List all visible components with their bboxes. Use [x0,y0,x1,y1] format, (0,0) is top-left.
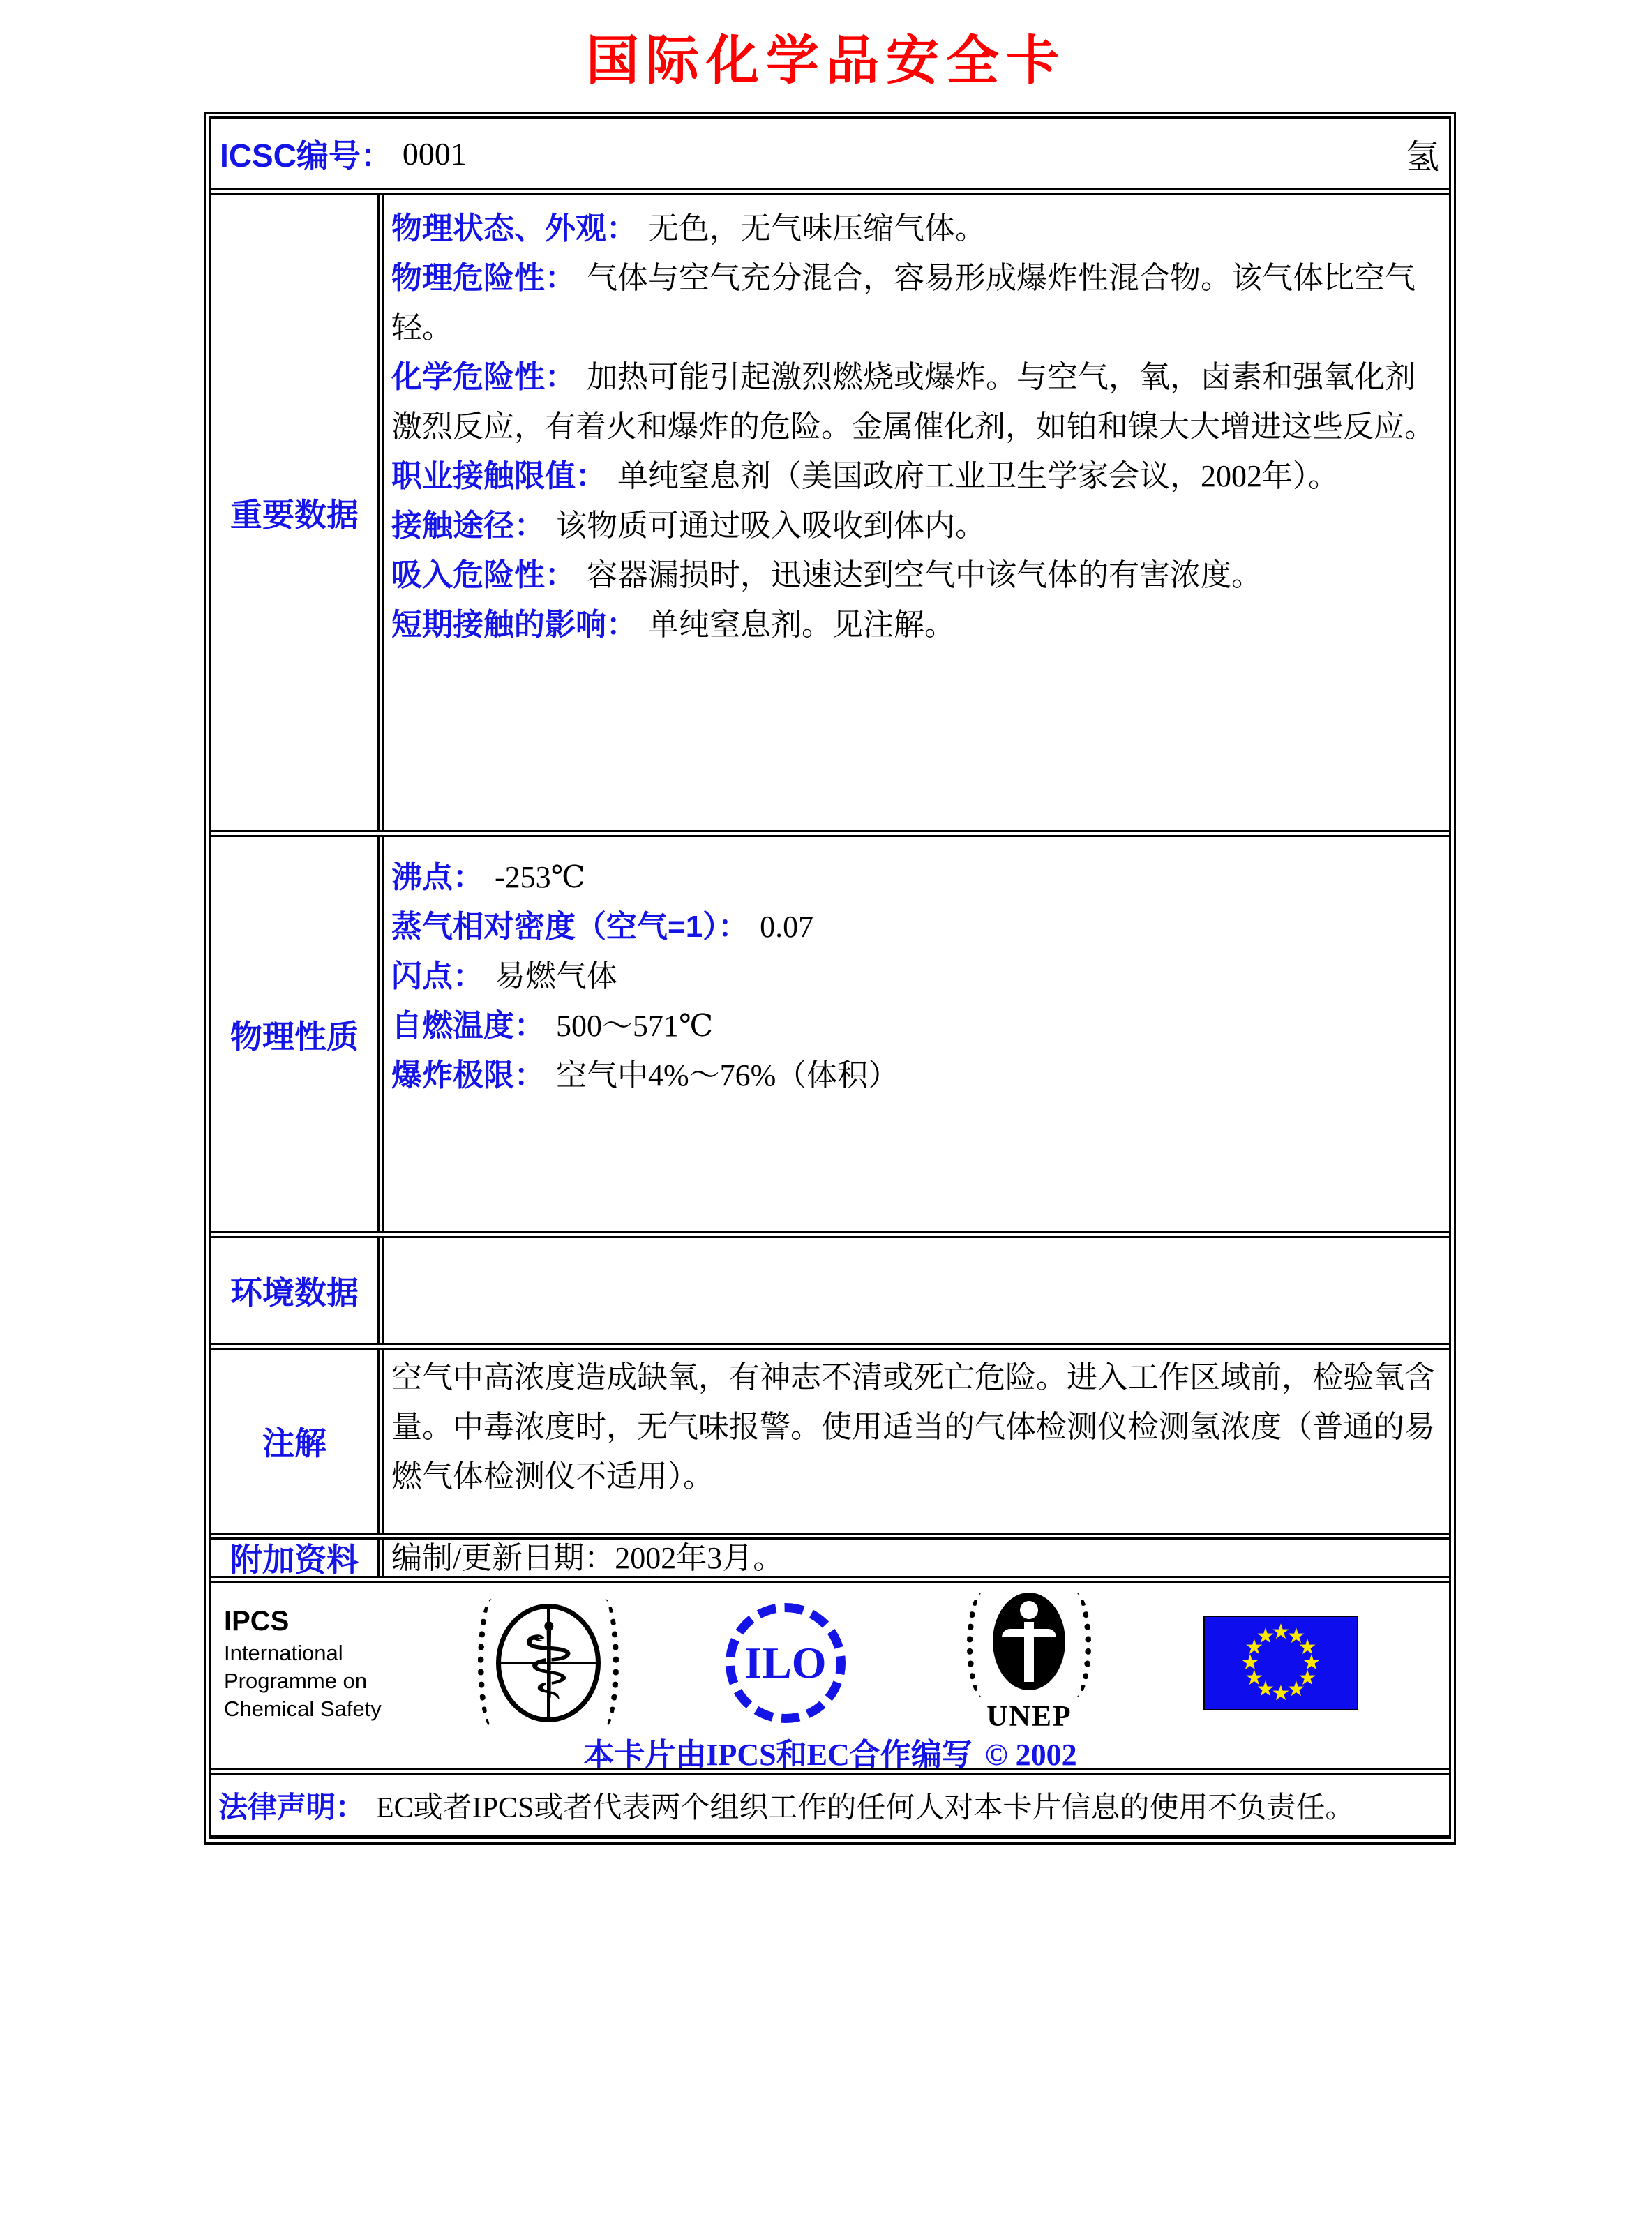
data-line [391,253,1439,352]
eu-star-icon: ★ [1245,1667,1264,1690]
icsc-number-value: 0001 [402,135,467,172]
section-content-important-data [384,195,1449,830]
eu-star-icon: ★ [1302,1651,1321,1674]
section-environmental-data [211,1231,1449,1343]
data-line-key: 物理危险性： [391,261,576,295]
icsc-number-label: ICSC编号： [220,137,393,174]
logos-line [211,1583,1449,1733]
eu-star-icon: ★ [1298,1636,1317,1659]
eu-star-icon: ★ [1286,1678,1306,1701]
data-line-value: 易燃气体 [495,959,617,993]
data-line-key: 蒸气相对密度（空气=1）： [391,910,749,944]
legal-statement-row [211,1768,1449,1835]
ipcs-line: International [224,1641,343,1665]
data-line-value: -253℃ [495,860,585,894]
section-notes [211,1343,1449,1533]
section-content-additional-information: 编制/更新日期：2002年3月。 [391,1540,784,1575]
ipcs-line: Programme on [224,1669,368,1693]
eu-star-icon: ★ [1245,1636,1264,1659]
legal-statement-label: 法律声明： [218,1790,366,1823]
data-line-key: 化学危险性： [391,360,576,394]
eu-star-icon: ★ [1256,1624,1275,1648]
section-content-physical-properties [384,837,1449,1231]
section-content-environmental-data [384,1238,1449,1343]
data-line-key: 闪点： [391,959,483,993]
who-logo-icon [482,1593,615,1733]
section-content-notes: 空气中高浓度造成缺氧，有神志不清或死亡危险。进入工作区域前，检验氧含量。中毒浓度时，无气味报警。使用适当的气体检测仪检测氢浓度（普通的易燃气体检测仪不适用）。 [391,1360,1435,1494]
eu-star-icon: ★ [1286,1624,1306,1648]
cooperation-caption-text: 本卡片由IPCS和EC合作编写 [583,1738,973,1772]
data-line-key: 职业接触限值： [391,459,606,493]
who-staff-icon: ⚕ [520,1605,577,1721]
eu-star-icon: ★ [1240,1651,1260,1674]
chemical-name: 氢 [1405,138,1439,176]
section-label-notes: 注解 [211,1350,384,1533]
data-line-key: 爆炸极限： [391,1058,545,1092]
data-line [391,204,1439,253]
icsc-card [204,112,1456,1845]
data-line-value: 气体与空气充分混合，容易形成爆炸性混合物。该气体比空气轻。 [391,261,1416,345]
data-line-key: 物理状态、外观： [391,211,637,246]
data-line [391,501,1439,550]
data-line [391,451,1439,501]
data-line-value: 加热可能引起激烈燃烧或爆炸。与空气，氧，卤素和强氧化剂激烈反应，有着火和爆炸的危险。金属催化剂，如铂和镍大大增进这些反应。 [391,360,1435,444]
ipcs-line: Chemical Safety [224,1697,382,1721]
section-label-physical-properties: 物理性质 [211,837,384,1231]
data-line-value: 无色，无气味压缩气体。 [648,211,986,246]
eu-star-icon: ★ [1271,1682,1291,1705]
ipcs-text-block [224,1603,382,1723]
data-line [391,852,1439,902]
ilo-gear-ring-icon [726,1603,846,1723]
unep-emblem-icon [963,1593,1095,1697]
page-title: 国际化学品安全卡 [586,32,1066,91]
ilo-logo-icon [716,1593,855,1733]
footer-logos-row [211,1576,1449,1772]
unep-oval-icon [993,1593,1065,1690]
who-globe-icon [496,1604,601,1722]
ipcs-acronym: IPCS [224,1606,290,1637]
unep-laurel-right-icon [1060,1593,1091,1697]
eu-star-icon: ★ [1256,1678,1275,1701]
data-line-value: 500～571℃ [556,1009,714,1043]
who-laurel-right-icon [591,1599,619,1727]
data-line-value: 该物质可通过吸入吸收到体内。 [556,509,986,543]
eu-star-icon: ★ [1298,1667,1317,1690]
data-line-key: 短期接触的影响： [391,608,637,642]
unep-figure-body [1024,1622,1034,1682]
legal-statement-text: EC或者IPCS或者代表两个组织工作的任何人对本卡片信息的使用不负责任。 [376,1791,1355,1824]
data-line [391,550,1439,600]
data-line [391,952,1439,1001]
section-label-additional-information: 附加资料 [211,1540,384,1576]
section-label-important-data: 重要数据 [211,195,384,830]
section-physical-properties [211,830,1449,1231]
section-label-environmental-data: 环境数据 [211,1238,384,1343]
data-line-key: 沸点： [391,860,483,894]
data-line [391,902,1439,952]
unep-logo-text: UNEP [986,1701,1072,1733]
copyright-text: © 2002 [984,1738,1077,1772]
data-line-value: 容器漏损时，迅速达到空气中该气体的有害浓度。 [587,558,1262,592]
data-line [391,1051,1439,1100]
data-line [391,1001,1439,1051]
section-important-data [211,188,1449,830]
data-line-key: 接触途径： [391,509,545,543]
section-additional-information [211,1533,1449,1576]
cooperation-caption [211,1729,1449,1774]
data-line-value: 0.07 [760,910,814,944]
eu-star-icon: ★ [1271,1620,1291,1644]
data-line-key: 吸入危险性： [391,558,576,592]
icsc-header-row [211,119,1449,188]
ilo-logo-text: ILO [744,1638,827,1687]
data-line [391,600,1439,649]
unep-figure-head [1020,1601,1038,1619]
data-line-value: 空气中4%～76%（体积） [556,1058,899,1092]
data-line [391,352,1439,451]
data-line-value: 单纯窒息剂。见注解。 [648,608,955,642]
eu-flag-icon [1203,1616,1358,1710]
data-line-value: 单纯窒息剂（美国政府工业卫生学家会议，2002年）。 [617,459,1339,493]
unep-logo-icon [956,1593,1102,1734]
data-line-key: 自燃温度： [391,1009,545,1043]
